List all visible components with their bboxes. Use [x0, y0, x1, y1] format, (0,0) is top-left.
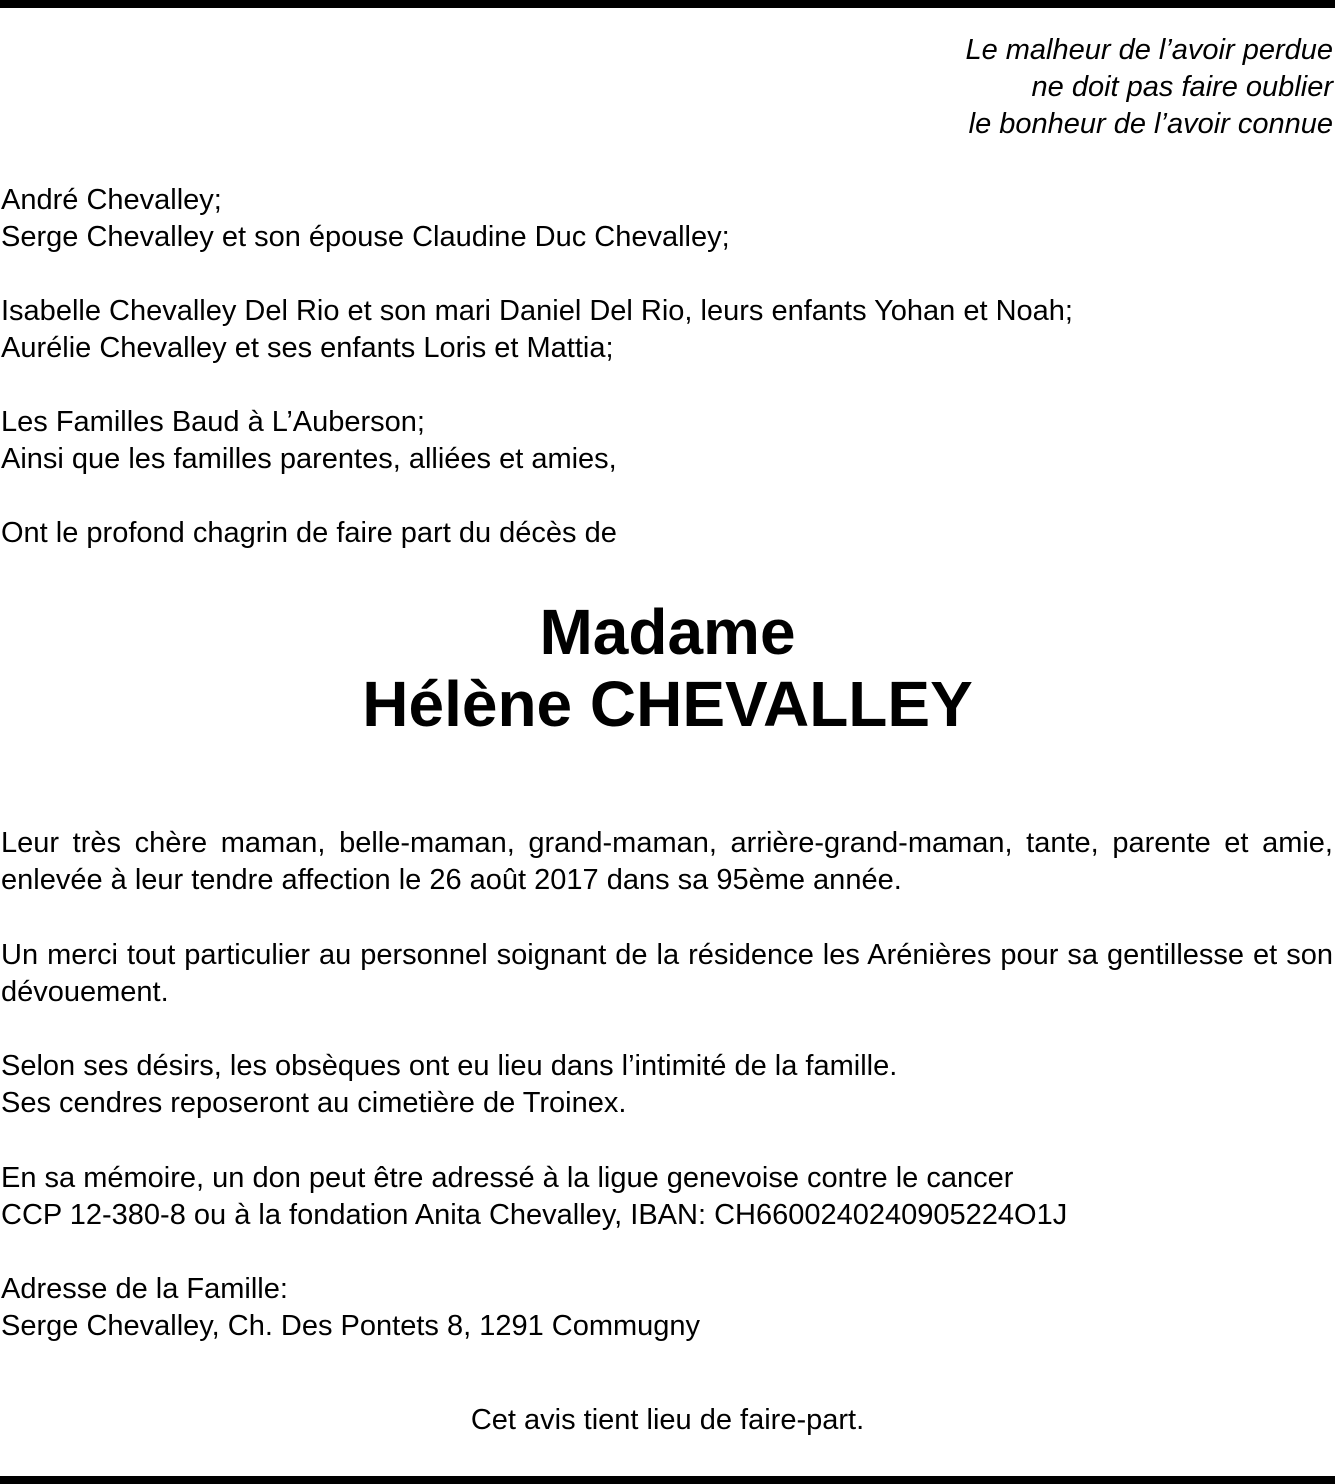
deceased-title: Madame: [539, 596, 796, 668]
funeral-line: Ses cendres reposeront au cimetière de Troinex.: [1, 1087, 627, 1119]
family-line: Isabelle Chevalley Del Rio et son mari Daniel Del Rio, leurs enfants Yohan et Noah;: [1, 295, 1073, 327]
donation-line: En sa mémoire, un don peut être adressé à la ligue genevoise contre le cancer: [1, 1162, 1014, 1194]
family-line: Serge Chevalley et son épouse Claudine Duc Chevalley;: [1, 221, 730, 253]
thanks-text: Un merci tout particulier au personnel soignant de la résidence les Arénières pour sa gentillesse et son dévouement.: [1, 939, 1333, 1008]
quote-line: Le malheur de l’avoir perdue: [965, 34, 1333, 66]
deceased-name-block: [0, 596, 1335, 740]
family-group-1: [1, 182, 1333, 256]
family-group-3: [1, 404, 1333, 478]
address-label: Adresse de la Famille:: [1, 1273, 288, 1305]
quote-line: ne doit pas faire oublier: [1031, 71, 1333, 103]
quote-line: le bonheur de l’avoir connue: [968, 108, 1333, 140]
announcement: [1, 515, 1333, 552]
donation-line: CCP 12-380-8 ou à la fondation Anita Chevalley, IBAN: CH6600240240905224O1J: [1, 1199, 1068, 1231]
deceased-name: Hélène CHEVALLEY: [362, 668, 973, 740]
family-line: Ainsi que les familles parentes, alliées et amies,: [1, 443, 617, 475]
bottom-rule: [0, 1476, 1335, 1484]
epigraph-quote: [633, 32, 1333, 143]
thanks-paragraph: [1, 937, 1333, 1011]
funeral-paragraph: [1, 1048, 1333, 1122]
address-line: Serge Chevalley, Ch. Des Pontets 8, 1291 Commugny: [1, 1310, 701, 1342]
donation-paragraph: [1, 1160, 1333, 1234]
family-group-2: [1, 293, 1333, 367]
family-address: [1, 1271, 1333, 1345]
tribute-paragraph: [1, 825, 1333, 899]
top-rule: [0, 0, 1335, 8]
footer-note: Cet avis tient lieu de faire-part.: [470, 1404, 865, 1436]
funeral-line: Selon ses désirs, les obsèques ont eu lieu dans l’intimité de la famille.: [1, 1050, 898, 1082]
family-line: Les Familles Baud à L’Auberson;: [1, 406, 425, 438]
announcement-text: Ont le profond chagrin de faire part du décès de: [1, 517, 617, 549]
family-line: Aurélie Chevalley et ses enfants Loris et Mattia;: [1, 332, 614, 364]
family-line: André Chevalley;: [1, 184, 222, 216]
tribute-text: Leur très chère maman, belle-maman, grand-maman, arrière-grand-maman, tante, parente et amie, enlevée à leur tendre affection le 26 août 2017 dans sa 95ème année.: [1, 827, 1333, 896]
